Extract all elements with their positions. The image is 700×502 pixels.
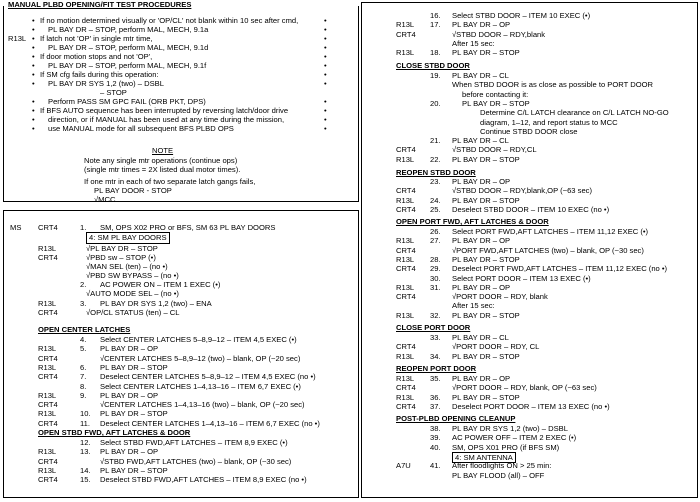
step-text: Select PORT FWD,AFT LATCHES – ITEM 11,12 EXEC (•)	[452, 227, 649, 236]
condition-line: direction, or if MANUAL has been used at any time during the mission,	[48, 115, 285, 124]
bottom-left-panel	[3, 210, 359, 498]
step-text: √CENTER LATCHES 5–8,9–12 (two) – blank, OP (~20 sec)	[100, 353, 301, 363]
step-text: diagram, 1–12, and report status to MCC	[480, 117, 618, 127]
bullet-marker: •	[324, 34, 327, 43]
step-number: 33.	[430, 333, 441, 342]
step-number: 25.	[430, 204, 441, 214]
section-header: OPEN STBD FWD, AFT LATCHES & DOOR	[38, 428, 191, 437]
step-text: After floodlights ON > 25 min:	[452, 461, 552, 471]
station-label: R13L	[396, 154, 415, 164]
step-number: 32.	[430, 310, 441, 320]
step-text: PL BAY DR – OP	[452, 177, 511, 186]
station-label: CRT4	[38, 253, 58, 262]
note-line: (single mtr times = 2X listed dual motor times).	[84, 165, 241, 174]
top-left-panel	[3, 6, 359, 202]
condition-line: use MANUAL mode for all subsequent BFS PLBD OPS	[48, 124, 234, 133]
step-text: PL BAY DR – OP	[100, 447, 159, 457]
condition-line: If door motion stops and not 'OP',	[40, 52, 153, 61]
section-header: CLOSE PORT DOOR	[396, 323, 471, 332]
step-number: 15.	[80, 475, 91, 485]
condition-line: If no motion determined visually or 'OP/CL' not blank within 10 sec after cmd,	[40, 16, 299, 25]
bullet-marker: •	[324, 52, 327, 61]
step-text: PL BAY DR – STOP	[452, 310, 520, 320]
step-number: 40.	[430, 442, 441, 452]
step-number: 2.	[80, 280, 87, 289]
station-label: R13L	[38, 465, 57, 475]
bullet-marker: •	[32, 106, 35, 115]
section-header: OPEN PORT FWD, AFT LATCHES & DOOR	[396, 217, 549, 226]
step-text: √OP/CL STATUS (ten) – CL	[86, 308, 180, 317]
step-text: Select CENTER LATCHES 1–4,13–16 – ITEM 6,7 EXEC (•)	[100, 381, 301, 391]
step-text: When STBD DOOR is as close as possible to PORT DOOR	[452, 80, 654, 90]
step-number: 9.	[80, 390, 87, 400]
step-text: Deselect PORT DOOR – ITEM 13 EXEC (no •)	[452, 401, 610, 411]
station-label: R13L	[38, 409, 57, 419]
step-text: √PORT DOOR – RDY, blank, OP (~63 sec)	[452, 383, 597, 393]
step-text: PL BAY DR – OP	[452, 236, 511, 246]
station-label: A7U	[396, 461, 411, 471]
step-number: 21.	[430, 136, 441, 146]
station-label: R13L	[38, 299, 57, 308]
station-label: R13L	[38, 244, 57, 253]
step-text: PL BAY DR – STOP	[452, 254, 520, 264]
station-label: CRT4	[396, 383, 416, 393]
step-text: PL BAY DR – OP	[452, 374, 511, 383]
step-text: SM, OPS X01 PRO (if BFS SM)	[452, 442, 560, 452]
note-line: √MCC	[94, 195, 116, 204]
step-text: √STBD DOOR – RDY,CL	[452, 145, 537, 155]
step-text: PL BAY DR – STOP	[100, 409, 168, 419]
step-text: AC POWER ON – ITEM 1 EXEC (•)	[100, 280, 221, 289]
step-text: PL BAY DR – STOP	[452, 392, 520, 402]
step-text: before contacting it:	[462, 89, 529, 99]
step-number: 37.	[430, 401, 441, 411]
station-label: R13L	[396, 48, 415, 58]
station-label: CRT4	[396, 264, 416, 274]
step-text: √STBD DOOR – RDY,blank	[452, 29, 546, 39]
bullet-marker: •	[32, 34, 35, 43]
step-number: 30.	[430, 273, 441, 283]
step-text: √STBD DOOR – RDY,blank,OP (~63 sec)	[452, 186, 592, 196]
step-text: Deselect CENTER LATCHES 5–8,9–12 – ITEM 4,5 EXEC (no •)	[100, 372, 316, 382]
section-header: OPEN CENTER LATCHES	[38, 325, 131, 334]
bullet-marker: •	[324, 124, 327, 133]
station-label: R13L	[396, 351, 415, 361]
station-label: R13L	[396, 310, 415, 320]
station-label: R13L	[396, 282, 415, 292]
step-number: 13.	[80, 447, 91, 457]
bullet-marker: •	[324, 97, 327, 106]
bullet-marker: •	[32, 115, 35, 124]
station-label: CRT4	[38, 223, 58, 232]
step-number: 10.	[80, 409, 91, 419]
station-label: R13L	[38, 344, 57, 354]
step-text: PL BAY DR – CL	[452, 71, 509, 80]
bullet-marker: •	[324, 115, 327, 124]
step-number: 19.	[430, 71, 441, 80]
step-text: √AUTO MODE SEL – (no •)	[86, 289, 179, 298]
bullet-marker: •	[32, 79, 35, 88]
role-ms: MS	[10, 223, 22, 232]
station-label: CRT4	[396, 29, 416, 39]
step-text: Select STBD DOOR – ITEM 10 EXEC (•)	[452, 11, 591, 20]
condition-line: If BFS AUTO sequence has been interrupted by reversing latch/door drive	[40, 106, 289, 115]
step-text: AC POWER OFF – ITEM 2 EXEC (•)	[452, 433, 577, 443]
note-line: Note any single mtr operations (continue ops)	[84, 156, 238, 165]
step-text: √PBD sw – STOP (•)	[86, 253, 156, 262]
step-number: 38.	[430, 424, 441, 433]
step-text: PL BAY DR – OP	[100, 344, 159, 354]
step-text: Deselect STBD DOOR – ITEM 10 EXEC (no •)	[452, 204, 610, 214]
step-number: 20.	[430, 98, 441, 108]
step-text: Select STBD FWD,AFT LATCHES – ITEM 8,9 EXEC (•)	[100, 438, 288, 447]
step-text: Select PORT DOOR – ITEM 13 EXEC (•)	[452, 273, 591, 283]
step-number: 4.	[80, 335, 87, 344]
step-number: 24.	[430, 195, 441, 205]
station-label: R13L	[38, 362, 57, 372]
step-text: After 15 sec:	[452, 301, 495, 311]
step-text: PL BAY DR – OP	[452, 20, 511, 30]
station-label: R13L	[38, 390, 57, 400]
step-text: PL BAY FLOOD (all) – OFF	[452, 470, 545, 480]
bullet-marker: •	[324, 70, 327, 79]
condition-line: PL BAY DR – STOP, perform MAL, MECH, 9.1a	[48, 25, 209, 34]
step-text: Deselect CENTER LATCHES 1–4,13–16 – ITEM 6,7 EXEC (no •)	[100, 418, 320, 428]
step-number: 1.	[80, 223, 87, 232]
step-number: 36.	[430, 392, 441, 402]
station-label: CRT4	[396, 145, 416, 155]
bullet-marker: •	[324, 16, 327, 25]
bullet-marker: •	[324, 25, 327, 34]
station-label: R13L	[396, 195, 415, 205]
station-label: CRT4	[396, 245, 416, 255]
bullet-marker: •	[324, 106, 327, 115]
step-text: PL BAY DR – STOP	[452, 351, 520, 361]
step-text: PL BAY DR – STOP	[452, 195, 520, 205]
bullet-marker: •	[32, 43, 35, 52]
condition-line: PL BAY DR – STOP, perform MAL, MECH, 9.1d	[48, 43, 209, 52]
condition-line: Perform PASS SM GPC FAIL (ORB PKT, DPS)	[48, 97, 206, 106]
note-title: NOTE	[152, 146, 174, 155]
step-number: 11.	[80, 418, 90, 428]
step-text: PL BAY DR – OP	[100, 390, 159, 400]
bullet-marker: •	[32, 52, 35, 61]
section-header: CLOSE STBD DOOR	[396, 61, 470, 70]
step-text: PL BAY DR – OP	[452, 282, 511, 292]
step-text: √PBD SW BYPASS – (no •)	[86, 271, 179, 280]
bullet-marker: •	[32, 25, 35, 34]
station-label: R13L	[396, 254, 415, 264]
step-text: PL BAY DR – STOP	[100, 362, 168, 372]
step-text: PL BAY DR – CL	[452, 333, 509, 342]
step-text: PL BAY DR SYS 1,2 (two) – DSBL	[452, 424, 568, 433]
step-number: 39.	[430, 433, 441, 443]
step-text: Deselect PORT FWD,AFT LATCHES – ITEM 11,12 EXEC (no •)	[452, 264, 668, 274]
step-text: SM, OPS X02 PRO or BFS, SM 63 PL BAY DOORS	[100, 223, 276, 232]
step-number: 7.	[80, 372, 87, 382]
step-number: 14.	[80, 465, 91, 475]
step-number: 29.	[430, 264, 441, 274]
panel-label-r13l: R13L	[8, 34, 27, 43]
step-number: 6.	[80, 362, 87, 372]
step-number: 12.	[80, 438, 91, 447]
bullet-marker: •	[32, 97, 35, 106]
station-label: R13L	[396, 392, 415, 402]
station-label: CRT4	[38, 418, 58, 428]
step-text: PL BAY DR – STOP	[452, 48, 520, 58]
step-number: 16.	[430, 11, 441, 20]
condition-line: If latch not 'OP' in single mtr time,	[40, 34, 153, 43]
section-header: REOPEN PORT DOOR	[396, 364, 477, 373]
bullet-marker: •	[324, 79, 327, 88]
step-number: 27.	[430, 236, 441, 246]
step-text: √PORT DOOR – RDY, CL	[452, 342, 540, 352]
note-line: If one mtr in each of two separate latch gangs fails,	[84, 177, 256, 186]
step-text: Determine C/L LATCH clearance on C/L LATCH NO-GO	[480, 108, 669, 118]
step-number: 17.	[430, 20, 441, 30]
station-label: CRT4	[38, 353, 58, 363]
step-number: 31.	[430, 282, 441, 292]
step-text: Deselect STBD FWD,AFT LATCHES – ITEM 8,9 EXEC (no •)	[100, 475, 307, 485]
step-number: 35.	[430, 374, 441, 383]
bullet-marker: •	[324, 43, 327, 52]
condition-line: PL BAY DR SYS 1,2 (two) – DSBL	[48, 79, 164, 88]
step-text: 4: SM PL BAY DOORS	[86, 232, 170, 244]
station-label: CRT4	[38, 400, 58, 410]
step-number: 28.	[430, 254, 441, 264]
bullet-marker: •	[324, 61, 327, 70]
condition-line: If SM cfg fails during this operation:	[40, 70, 159, 79]
step-text: PL BAY DR – CL	[452, 136, 509, 146]
step-text: √PORT FWD,AFT LATCHES (two) – blank, OP (~30 sec)	[452, 245, 644, 255]
step-text: Continue STBD DOOR close	[480, 126, 578, 136]
step-text: PL BAY DR – STOP	[452, 154, 520, 164]
step-text: √CENTER LATCHES 1–4,13–16 (two) – blank, OP (~20 sec)	[100, 400, 305, 410]
step-text: PL BAY DR – STOP	[462, 98, 530, 108]
section-header: POST-PLBD OPENING CLEANUP	[396, 414, 516, 423]
station-label: CRT4	[396, 186, 416, 196]
bullet-marker: •	[32, 124, 35, 133]
step-text: √STBD FWD,AFT LATCHES (two) – blank, OP (~30 sec)	[100, 456, 292, 466]
station-label: CRT4	[396, 342, 416, 352]
bullet-marker: •	[32, 16, 35, 25]
station-label: CRT4	[38, 475, 58, 485]
step-text: 4: SM ANTENNA	[452, 452, 516, 464]
station-label: CRT4	[396, 204, 416, 214]
step-text: After 15 sec:	[452, 38, 495, 48]
station-label: CRT4	[396, 292, 416, 302]
step-number: 5.	[80, 344, 87, 354]
step-text: √PORT DOOR – RDY, blank	[452, 292, 548, 302]
station-label: R13L	[396, 374, 415, 383]
bullet-marker: •	[32, 70, 35, 79]
bullet-marker: •	[32, 61, 35, 70]
step-number: 41.	[430, 461, 441, 471]
station-label: R13L	[396, 236, 415, 246]
condition-line: PL BAY DR – STOP, perform MAL, MECH, 9.1f	[48, 61, 207, 70]
note-line: PL BAY DOOR - STOP	[94, 186, 172, 195]
station-label: CRT4	[38, 308, 58, 317]
step-text: √PL BAY DR – STOP	[86, 244, 158, 253]
step-number: 18.	[430, 48, 441, 58]
station-label: CRT4	[38, 456, 58, 466]
station-label: R13L	[38, 447, 57, 457]
step-text: PL BAY DR SYS 1,2 (two) – ENA	[100, 299, 212, 308]
step-number: 23.	[430, 177, 441, 186]
step-number: 26.	[430, 227, 441, 236]
step-number: 34.	[430, 351, 441, 361]
section-header: REOPEN STBD DOOR	[396, 168, 476, 177]
station-label: CRT4	[396, 401, 416, 411]
step-number: 3.	[80, 299, 87, 308]
station-label: R13L	[396, 20, 415, 30]
step-number: 8.	[80, 381, 87, 391]
step-number: 22.	[430, 154, 441, 164]
step-text: PL BAY DR – STOP	[100, 465, 168, 475]
step-text: Select CENTER LATCHES 5–8,9–12 – ITEM 4,5 EXEC (•)	[100, 335, 297, 344]
station-label: CRT4	[38, 372, 58, 382]
step-text: √MAN SEL (ten) – (no •)	[86, 262, 168, 271]
condition-line: – STOP	[100, 88, 127, 97]
right-panel	[361, 2, 698, 498]
section-title: MANUAL PLBD OPENING/FIT TEST PROCEDURES	[8, 0, 192, 9]
